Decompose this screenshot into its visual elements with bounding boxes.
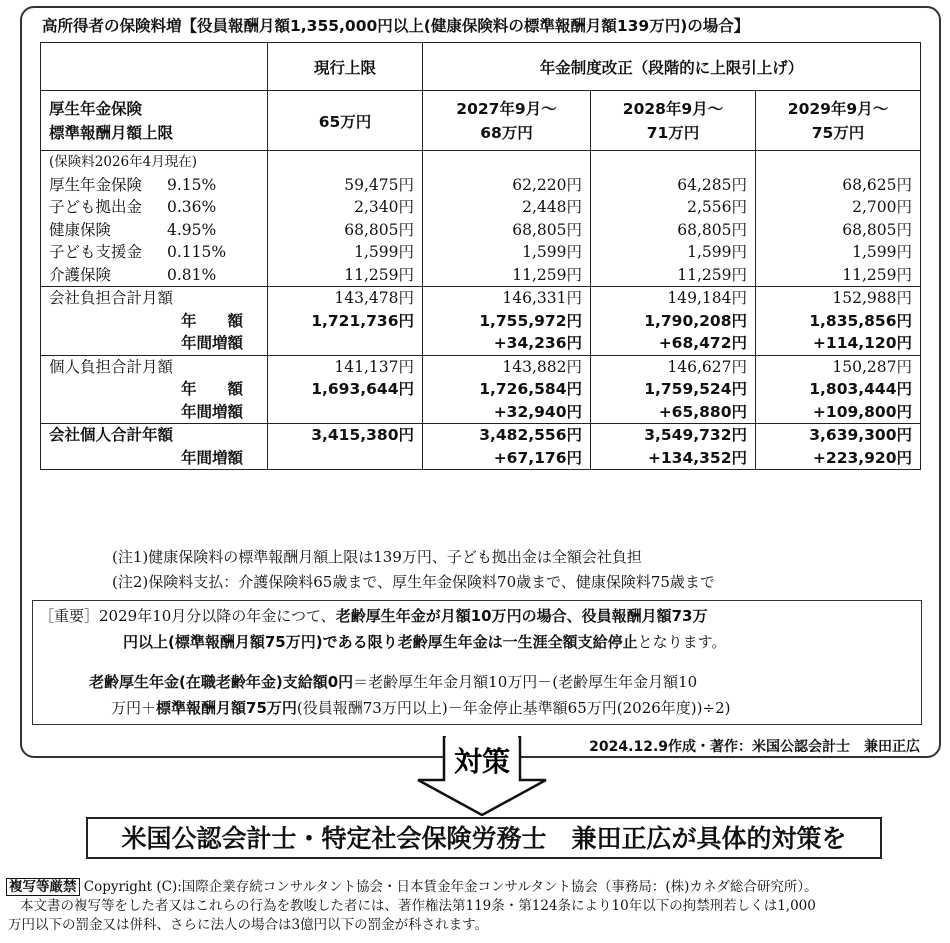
premium-item-name: 健康保険 [49, 220, 112, 239]
limit-label-line2: 標準報酬月額上限 [49, 123, 174, 142]
table-cell: +32,940円 [423, 401, 591, 424]
rate-note-row [41, 151, 921, 174]
premium-rate: 0.115% [167, 243, 227, 262]
company-monthly-label: 会社負担合計月額 [41, 287, 268, 310]
arrow-label: 対策 [453, 745, 511, 778]
table-cell: 62,220円 [423, 174, 591, 197]
company-increase-row [41, 332, 921, 355]
premium-row [41, 196, 921, 219]
table-cell: 11,259円 [268, 264, 423, 287]
limit-2029-amount: 75万円 [811, 123, 865, 142]
premium-row [41, 264, 921, 287]
table-cell: 3,482,556円 [423, 424, 591, 447]
premium-rate: 4.95% [167, 220, 217, 239]
individual-monthly-row [41, 355, 921, 378]
limit-label [41, 91, 268, 151]
formula-text-1a: 老齢厚生年金(在職老齢年金)支給額0円 [89, 673, 354, 691]
document-title: 高所得者の保険料増【役員報酬月額1,355,000円以上(健康保険料の標準報酬月額139万円)の場合】 [42, 17, 750, 35]
table-cell: 68,625円 [756, 174, 921, 197]
important-text-1b: 老齢厚生年金が月額10万円の場合、役員報酬月額73万 [335, 607, 708, 625]
individual-increase-row [41, 401, 921, 424]
copyright-footer [6, 878, 818, 935]
total-increase-row [41, 447, 921, 470]
table-cell: 11,259円 [591, 264, 756, 287]
premium-label [41, 264, 268, 287]
table-cell: +65,880円 [591, 401, 756, 424]
table-cell: 3,549,732円 [591, 424, 756, 447]
header-current: 現行上限 [268, 43, 423, 91]
important-text-2b: となります。 [637, 633, 727, 651]
table-cell: 59,475円 [268, 174, 423, 197]
important-line-1 [39, 605, 707, 626]
table-cell: 1,759,524円 [591, 378, 756, 401]
table-cell: 2,556円 [591, 196, 756, 219]
company-annual-label: 年 額 [41, 310, 268, 333]
company-increase-label: 年間増額 [41, 332, 268, 355]
limit-label-line1: 厚生年金保険 [49, 99, 143, 118]
formula-text-2c: (役員報酬73万円以上)－年金停止基準額65万円(2026年度))÷2) [296, 699, 731, 717]
table-cell [268, 447, 423, 470]
individual-annual-row [41, 378, 921, 401]
table-cell: 2,448円 [423, 196, 591, 219]
table-cell: 68,805円 [756, 219, 921, 242]
table-cell: +68,472円 [591, 332, 756, 355]
important-line-2 [123, 631, 726, 652]
formula-line-1 [89, 671, 697, 692]
table-cell: 1,726,584円 [423, 378, 591, 401]
table-cell: 1,790,208円 [591, 310, 756, 333]
premium-row [41, 241, 921, 264]
table-cell: 143,882円 [423, 355, 591, 378]
formula-text-1b: ＝老齢厚生年金月額10万円－(老齢厚生年金月額10 [353, 673, 698, 691]
limit-2027 [423, 91, 591, 151]
footer-copyright: Copyright (C):国際企業存続コンサルタント協会・日本賃金年金コンサルタント協会（事務局：(株)カネダ総合研究所）。 [83, 879, 818, 895]
table-cell: +134,352円 [591, 447, 756, 470]
table-cell: 1,599円 [423, 241, 591, 264]
table-cell: 146,627円 [591, 355, 756, 378]
table-cell: 1,693,644円 [268, 378, 423, 401]
formula-text-2b: 標準報酬月額75万円 [156, 699, 297, 717]
table-cell: 1,599円 [268, 241, 423, 264]
limit-current: 65万円 [268, 91, 423, 151]
table-cell: 11,259円 [756, 264, 921, 287]
premium-item-name: 子ども拠出金 [49, 198, 143, 217]
total-increase-label: 年間増額 [41, 447, 268, 470]
limit-2027-amount: 68万円 [480, 123, 533, 142]
author-credit: 2024.12.9作成・著作：米国公認会計士 兼田正広 [589, 739, 920, 755]
total-annual-label: 会社個人合計年額 [41, 424, 268, 447]
table-cell [268, 401, 423, 424]
limit-2028-date: 2028年9月～ [622, 99, 724, 118]
table-cell: +67,176円 [423, 447, 591, 470]
important-text-2a: 円以上(標準報酬月額75万円)である限り老齢厚生年金は一生涯全額支給停止 [123, 633, 638, 651]
header-blank [41, 43, 268, 91]
important-box [32, 600, 922, 725]
limit-row [41, 91, 921, 151]
premium-label [41, 174, 268, 197]
table-cell: 1,835,856円 [756, 310, 921, 333]
table-header-row [41, 43, 921, 91]
limit-2028-amount: 71万円 [646, 123, 700, 142]
table-cell: +223,920円 [756, 447, 921, 470]
premium-rows [41, 174, 921, 287]
limit-2027-date: 2027年9月～ [456, 99, 557, 118]
table-cell: +114,120円 [756, 332, 921, 355]
individual-monthly-label: 個人負担合計月額 [41, 355, 268, 378]
individual-increase-label: 年間増額 [41, 401, 268, 424]
premium-item-name: 子ども支援金 [49, 243, 143, 262]
premium-row [41, 174, 921, 197]
formula-line-2 [111, 697, 730, 718]
table-cell: 1,721,736円 [268, 310, 423, 333]
premium-rate: 0.81% [167, 265, 217, 284]
rate-note: (保険料2026年4月現在) [41, 151, 268, 174]
table-cell [268, 332, 423, 355]
premium-item-name: 厚生年金保険 [49, 175, 143, 194]
table-cell: 68,805円 [268, 219, 423, 242]
premium-label [41, 241, 268, 264]
table-cell: 149,184円 [591, 287, 756, 310]
table-cell: 3,415,380円 [268, 424, 423, 447]
important-text-1a: 2029年10月分以降の年金につて、 [99, 607, 336, 625]
table-cell: 68,805円 [591, 219, 756, 242]
footer-line-1 [6, 878, 818, 897]
table-cell: 11,259円 [423, 264, 591, 287]
table-cell: 146,331円 [423, 287, 591, 310]
countermeasure-banner: 米国公認会計士・特定社会保険労務士 兼田正広が具体的対策を [86, 817, 882, 859]
no-copy-stamp: 複写等厳禁 [6, 878, 80, 896]
company-annual-row [41, 310, 921, 333]
table-cell: 150,287円 [756, 355, 921, 378]
footer-line-3: 万円以下の罰金又は併科、さらに法人の場合は3億円以下の罰金が科されます。 [8, 917, 489, 933]
table-cell: 1,803,444円 [756, 378, 921, 401]
premium-table [40, 42, 921, 470]
header-reform: 年金制度改正（段階的に上限引上げ） [423, 43, 921, 91]
limit-2029-date: 2029年9月～ [787, 99, 889, 118]
table-cell: 143,478円 [268, 287, 423, 310]
table-cell: 68,805円 [423, 219, 591, 242]
table-cell: 3,639,300円 [756, 424, 921, 447]
premium-row [41, 219, 921, 242]
individual-annual-label: 年 額 [41, 378, 268, 401]
table-cell: 64,285円 [591, 174, 756, 197]
table-cell: +34,236円 [423, 332, 591, 355]
table-cell: 1,599円 [756, 241, 921, 264]
table-cell: 2,700円 [756, 196, 921, 219]
note-2: (注2)保険料支払：介護保険料65歳まで、厚生年金保険料70歳まで、健康保険料75歳まで [112, 573, 715, 591]
limit-2029 [756, 91, 921, 151]
premium-label [41, 219, 268, 242]
premium-item-name: 介護保険 [49, 265, 112, 284]
company-monthly-row [41, 287, 921, 310]
limit-2028 [591, 91, 756, 151]
table-cell: +109,800円 [756, 401, 921, 424]
table-cell: 152,988円 [756, 287, 921, 310]
table-cell: 1,599円 [591, 241, 756, 264]
premium-rate: 0.36% [167, 198, 217, 217]
note-1: (注1)健康保険料の標準報酬月額上限は139万円、子ども拠出金は全額会社負担 [112, 548, 642, 566]
premium-rate: 9.15% [167, 175, 217, 194]
formula-text-2a: 万円＋ [111, 699, 157, 717]
table-cell: 141,137円 [268, 355, 423, 378]
notes [112, 545, 715, 595]
total-annual-row [41, 424, 921, 447]
footer-line-2: 本文書の複写等をした者又はこれらの行為を教唆した者には、著作権法第119条・第124条により10年以下の拘禁刑若しくは1,000 [20, 898, 816, 914]
important-tag: ［重要］ [39, 607, 100, 625]
table-cell: 2,340円 [268, 196, 423, 219]
table-cell: 1,755,972円 [423, 310, 591, 333]
premium-label [41, 196, 268, 219]
